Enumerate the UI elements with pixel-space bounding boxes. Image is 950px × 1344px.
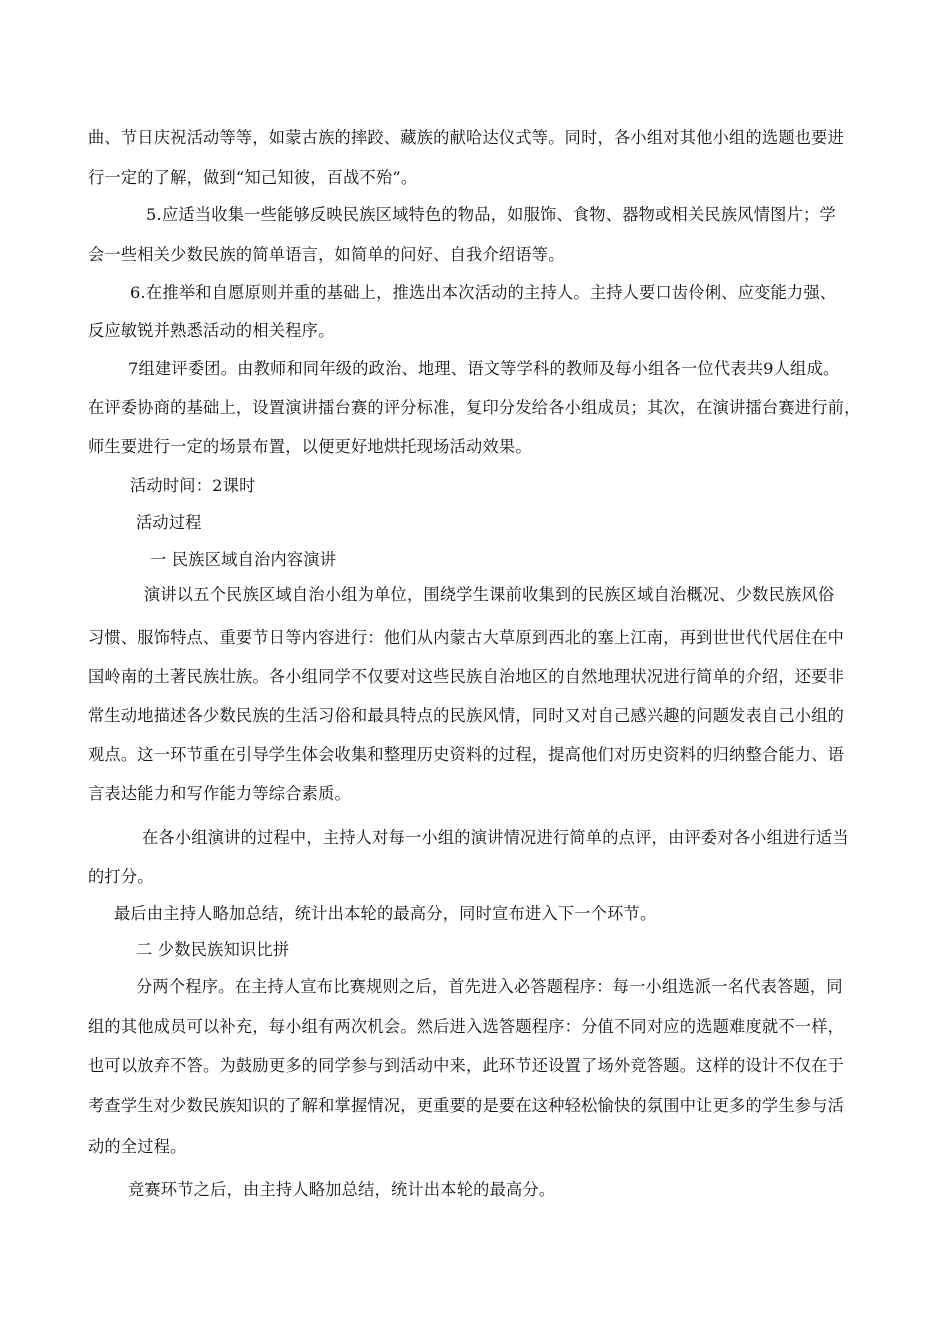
text-line: 会一些相关少数民族的简单语言，如简单的问好、自我介绍语等。 bbox=[88, 245, 565, 264]
text-line: 常生动地描述各少数民族的生活习俗和最具特点的民族风情，同时又对自己感兴趣的问题发表自己小组的 bbox=[88, 706, 845, 725]
text-line: 7组建评委团。由教师和同年级的政治、地理、语文等学科的教师及每小组各一位代表共9人组成。 bbox=[128, 359, 840, 378]
text-line: 6.在推举和自愿原则并重的基础上，推选出本次活动的主持人。主持人要口齿伶俐、应变能力强、 bbox=[130, 283, 837, 302]
text-line: 也可以放弃不答。为鼓励更多的同学参与到活动中来，此环节还设置了场外竞答题。这样的设计不仅在于 bbox=[88, 1056, 845, 1075]
section-meta: 活动时间：2课时 bbox=[130, 476, 256, 495]
text-line: 最后由主持人略加总结，统计出本轮的最高分，同时宣布进入下一个环节。 bbox=[114, 904, 657, 923]
text-line: 行一定的了解，做到“知己知彼，百战不殆”。 bbox=[88, 168, 418, 187]
section-heading: 活动过程 bbox=[136, 513, 202, 532]
text-line: 竞赛环节之后，由主持人略加总结，统计出本轮的最高分。 bbox=[128, 1180, 556, 1199]
text-line: 5.应适当收集一些能够反映民族区域特色的物品，如服饰、食物、器物或相关民族风情图片；学 bbox=[146, 205, 836, 224]
text-line: 曲、节日庆祝活动等等，如蒙古族的摔跤、藏族的献哈达仪式等。同时，各小组对其他小组的选题也要进 bbox=[88, 128, 845, 147]
subsection-heading: 二 少数民族知识比拼 bbox=[136, 940, 290, 959]
text-line: 考查学生对少数民族知识的了解和掌握情况，更重要的是要在这种轻松愉快的氛围中让更多的学生参与活 bbox=[88, 1096, 845, 1115]
text-line: 习惯、服饰特点、重要节日等内容进行：他们从内蒙古大草原到西北的塞上江南，再到世世代代居住在中 bbox=[88, 628, 845, 647]
text-line: 的打分。 bbox=[88, 867, 154, 886]
text-line: 组的其他成员可以补充，每小组有两次机会。然后进入选答题程序：分值不同对应的选题难度就不一样， bbox=[88, 1017, 845, 1036]
text-line: 分两个程序。在主持人宣布比赛规则之后，首先进入必答题程序：每一小组选派一名代表答题，同 bbox=[136, 977, 843, 996]
text-line: 在评委协商的基础上，设置演讲擂台赛的评分标准，复印分发给各小组成员；其次，在演讲擂台赛进行前， bbox=[88, 398, 861, 417]
text-line: 言表达能力和写作能力等综合素质。 bbox=[88, 784, 351, 803]
text-line: 演讲以五个民族区域自治小组为单位，围绕学生课前收集到的民族区域自治概况、少数民族风俗 bbox=[144, 585, 835, 604]
text-line: 观点。这一环节重在引导学生体会收集和整理历史资料的过程，提高他们对历史资料的归纳整合能力、语 bbox=[88, 745, 845, 764]
text-line: 师生要进行一定的场景布置，以便更好地烘托现场活动效果。 bbox=[88, 437, 532, 456]
text-line: 在各小组演讲的过程中，主持人对每一小组的演讲情况进行简单的点评，由评委对各小组进行适当 bbox=[142, 828, 849, 847]
subsection-heading: 一 民族区域自治内容演讲 bbox=[150, 550, 337, 569]
text-line: 动的全过程。 bbox=[88, 1137, 187, 1156]
text-line: 反应敏锐并熟悉活动的相关程序。 bbox=[88, 321, 335, 340]
text-line: 国岭南的土著民族壮族。各小组同学不仅要对这些民族自治地区的自然地理状况进行简单的介绍，还要非 bbox=[88, 667, 845, 686]
